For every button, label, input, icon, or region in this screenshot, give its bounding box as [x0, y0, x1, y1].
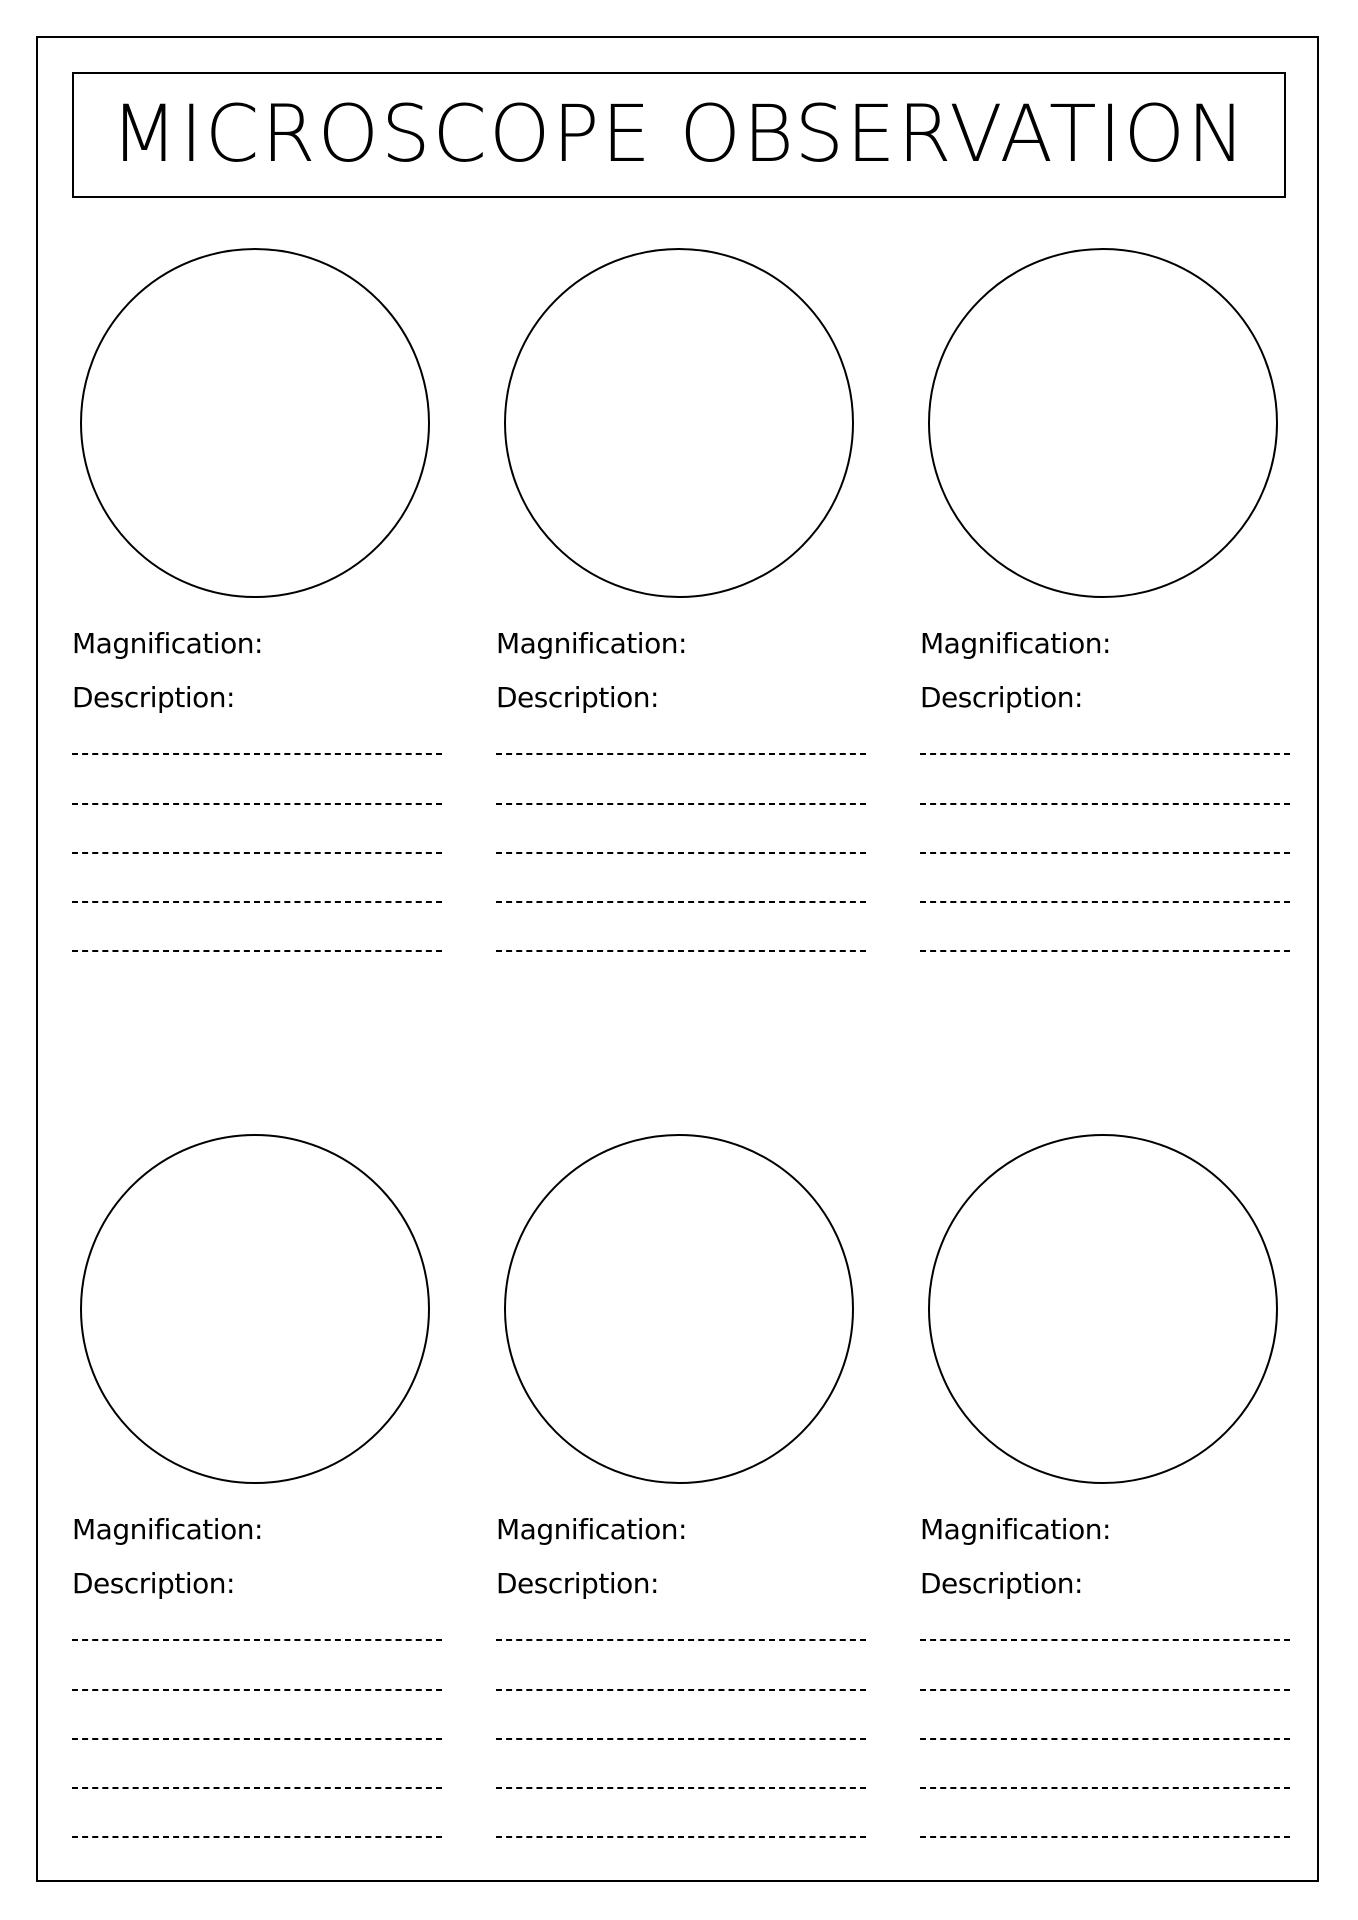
observation-cell — [72, 1134, 442, 1854]
writing-line[interactable] — [920, 950, 1290, 952]
observation-circle[interactable] — [80, 248, 430, 598]
writing-line[interactable] — [72, 1738, 442, 1740]
writing-line[interactable] — [496, 803, 866, 805]
observation-cell — [72, 248, 442, 968]
writing-line[interactable] — [72, 901, 442, 903]
writing-line[interactable] — [496, 1787, 866, 1789]
description-label: Description: — [496, 681, 659, 714]
description-label: Description: — [72, 681, 235, 714]
writing-line[interactable] — [920, 1787, 1290, 1789]
writing-line[interactable] — [72, 1787, 442, 1789]
writing-line[interactable] — [496, 901, 866, 903]
writing-line[interactable] — [496, 1639, 866, 1641]
writing-line[interactable] — [72, 950, 442, 952]
writing-line[interactable] — [920, 1738, 1290, 1740]
observation-cell — [496, 248, 866, 968]
observation-circle[interactable] — [80, 1134, 430, 1484]
page-title: MICROSCOPE OBSERVATION — [110, 90, 1248, 180]
writing-line[interactable] — [496, 950, 866, 952]
magnification-label: Magnification: — [72, 627, 263, 660]
magnification-label: Magnification: — [496, 627, 687, 660]
writing-line[interactable] — [72, 753, 442, 755]
magnification-label: Magnification: — [72, 1513, 263, 1546]
writing-line[interactable] — [72, 803, 442, 805]
description-label: Description: — [496, 1567, 659, 1600]
writing-line[interactable] — [72, 852, 442, 854]
writing-line[interactable] — [72, 1639, 442, 1641]
writing-line[interactable] — [496, 1689, 866, 1691]
observation-circle[interactable] — [928, 1134, 1278, 1484]
description-label: Description: — [920, 681, 1083, 714]
observation-circle[interactable] — [504, 1134, 854, 1484]
writing-line[interactable] — [920, 803, 1290, 805]
writing-line[interactable] — [920, 1639, 1290, 1641]
writing-line[interactable] — [920, 852, 1290, 854]
writing-line[interactable] — [920, 753, 1290, 755]
writing-line[interactable] — [496, 753, 866, 755]
writing-line[interactable] — [920, 1689, 1290, 1691]
observation-circle[interactable] — [928, 248, 1278, 598]
observation-cell — [920, 248, 1290, 968]
writing-line[interactable] — [920, 1836, 1290, 1838]
writing-line[interactable] — [496, 852, 866, 854]
magnification-label: Magnification: — [920, 1513, 1111, 1546]
title-box — [72, 72, 1286, 198]
writing-line[interactable] — [72, 1836, 442, 1838]
observation-cell — [496, 1134, 866, 1854]
observation-circle[interactable] — [504, 248, 854, 598]
writing-line[interactable] — [920, 901, 1290, 903]
description-label: Description: — [920, 1567, 1083, 1600]
writing-line[interactable] — [72, 1689, 442, 1691]
magnification-label: Magnification: — [920, 627, 1111, 660]
writing-line[interactable] — [496, 1836, 866, 1838]
writing-line[interactable] — [496, 1738, 866, 1740]
magnification-label: Magnification: — [496, 1513, 687, 1546]
observation-cell — [920, 1134, 1290, 1854]
description-label: Description: — [72, 1567, 235, 1600]
